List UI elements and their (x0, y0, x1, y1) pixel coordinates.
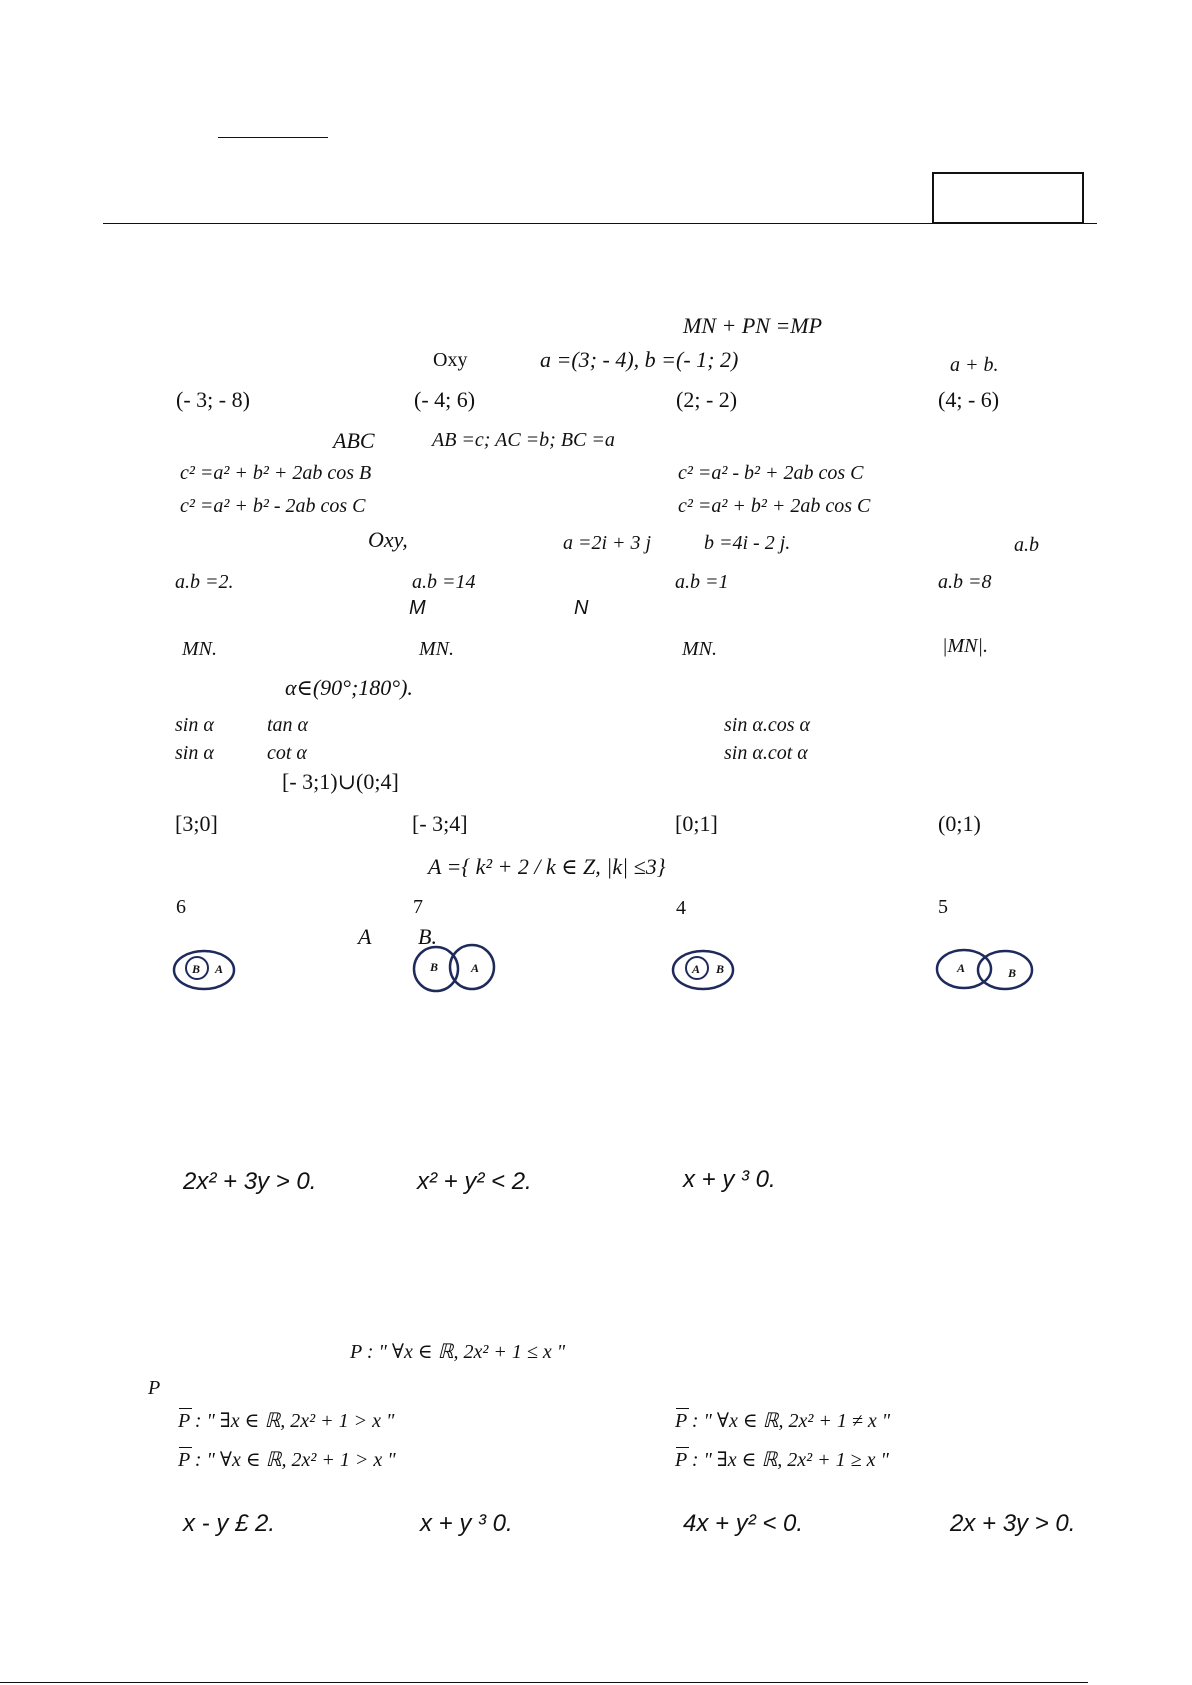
option-d-cosine-law[interactable]: c² =a² + b² + 2ab cos C (678, 495, 871, 517)
option-d-inequality-2[interactable]: 2x + 3y > 0. (950, 1510, 1076, 1537)
option-a-dot[interactable]: a.b =2. (175, 571, 234, 593)
dot-product-target: a.b (1014, 534, 1039, 556)
vector-a-definition: a =2i + 3 j (563, 532, 652, 554)
option-a-inequality-2[interactable]: x - y £ 2. (183, 1510, 276, 1537)
coordinate-system-label: Oxy (433, 349, 468, 371)
svg-text:A: A (692, 962, 701, 976)
negation-bar-b (676, 1408, 689, 1409)
point-n: N (574, 597, 589, 619)
svg-text:B: B (192, 962, 201, 976)
vector-identity: MN + PN =MP (683, 313, 823, 338)
angle-item-sin-1[interactable]: sin α (175, 714, 214, 736)
svg-text:B: B (430, 960, 439, 974)
angle-item-sincot[interactable]: sin α.cot α (724, 742, 808, 764)
negation-bar-c (179, 1447, 192, 1448)
option-c-inequality-2[interactable]: 4x + y² < 0. (683, 1510, 804, 1537)
interval-union: [- 3;1)∪(0;4] (282, 769, 399, 794)
option-a-cosine-law[interactable]: c² =a² + b² + 2ab cos B (180, 462, 372, 484)
option-d-segment[interactable]: |MN|. (942, 635, 988, 657)
negation-label: P (148, 1377, 161, 1399)
option-b-count[interactable]: 7 (413, 896, 423, 918)
option-c-count[interactable]: 4 (676, 897, 686, 919)
set-definition: A ={ k² + 2 / k ∈ Z, |k| ≤3} (428, 854, 666, 879)
option-d-dot[interactable]: a.b =8 (938, 571, 992, 593)
option-b-negation[interactable]: P : " ∀x ∈ ℝ, 2x² + 1 ≠ x " (675, 1410, 891, 1432)
venn-diagram-a[interactable] (172, 948, 238, 992)
venn-diagram-c[interactable] (671, 948, 737, 992)
option-d-interval[interactable]: (0;1) (938, 811, 981, 836)
given-vectors: a =(3; - 4), b =(- 1; 2) (540, 347, 739, 372)
option-d-vector-sum[interactable]: (4; - 6) (938, 387, 1000, 412)
point-m: M (409, 597, 426, 619)
angle-condition: α∈(90°;180°). (285, 675, 413, 700)
venn-diagram-d[interactable] (934, 948, 1036, 992)
option-c-negation[interactable]: P : " ∀x ∈ ℝ, 2x² + 1 > x " (178, 1449, 396, 1471)
angle-item-sincos[interactable]: sin α.cos α (724, 714, 810, 736)
option-c-segment[interactable]: MN. (682, 638, 717, 660)
svg-text:B: B (1008, 966, 1017, 980)
footer-rule (0, 1682, 1088, 1683)
option-c-inequality-1[interactable]: x + y ³ 0. (683, 1166, 776, 1193)
triangle-name: ABC (333, 428, 375, 453)
angle-item-tan[interactable]: tan α (267, 714, 309, 736)
option-c-cosine-law[interactable]: c² =a² + b² - 2ab cos C (180, 495, 366, 517)
option-d-count[interactable]: 5 (938, 896, 948, 918)
angle-item-sin-2[interactable]: sin α (175, 742, 214, 764)
option-a-negation[interactable]: P : " ∃x ∈ ℝ, 2x² + 1 > x " (178, 1410, 395, 1432)
venn-set-b: B. (418, 924, 437, 949)
dot-coordinate-system: Oxy, (368, 527, 408, 552)
svg-text:B: B (716, 962, 725, 976)
option-d-negation[interactable]: P : " ∃x ∈ ℝ, 2x² + 1 ≥ x " (675, 1449, 889, 1471)
svg-text:A: A (957, 961, 966, 975)
option-b-segment[interactable]: MN. (419, 638, 454, 660)
header-underline-blank (218, 137, 328, 138)
svg-text:A: A (215, 962, 224, 976)
negation-statement: P : " ∀x ∈ ℝ, 2x² + 1 ≤ x " (350, 1341, 566, 1363)
option-c-interval[interactable]: [0;1] (675, 811, 718, 836)
option-b-inequality-2[interactable]: x + y ³ 0. (420, 1510, 513, 1537)
venn-set-a: A (358, 924, 372, 949)
option-a-count[interactable]: 6 (176, 896, 186, 918)
vector-sum-target: a + b. (950, 354, 999, 376)
negation-bar-a (179, 1408, 192, 1409)
vector-b-definition: b =4i - 2 j. (704, 532, 791, 554)
option-a-vector-sum[interactable]: (- 3; - 8) (176, 387, 250, 412)
venn-diagram-b[interactable] (408, 945, 502, 993)
svg-text:A: A (471, 961, 480, 975)
score-box (932, 172, 1084, 224)
angle-item-cot[interactable]: cot α (267, 742, 307, 764)
option-c-dot[interactable]: a.b =1 (675, 571, 729, 593)
option-b-interval[interactable]: [- 3;4] (412, 811, 468, 836)
option-b-vector-sum[interactable]: (- 4; 6) (414, 387, 476, 412)
option-a-inequality-1[interactable]: 2x² + 3y > 0. (183, 1168, 317, 1195)
triangle-sides: AB =c; AC =b; BC =a (432, 429, 615, 451)
header-rule (103, 223, 1097, 224)
option-a-interval[interactable]: [3;0] (175, 811, 218, 836)
option-a-segment[interactable]: MN. (182, 638, 217, 660)
option-b-dot[interactable]: a.b =14 (412, 571, 476, 593)
option-b-cosine-law[interactable]: c² =a² - b² + 2ab cos C (678, 462, 864, 484)
option-c-vector-sum[interactable]: (2; - 2) (676, 387, 738, 412)
option-b-inequality-1[interactable]: x² + y² < 2. (417, 1168, 532, 1195)
negation-bar-d (676, 1447, 689, 1448)
